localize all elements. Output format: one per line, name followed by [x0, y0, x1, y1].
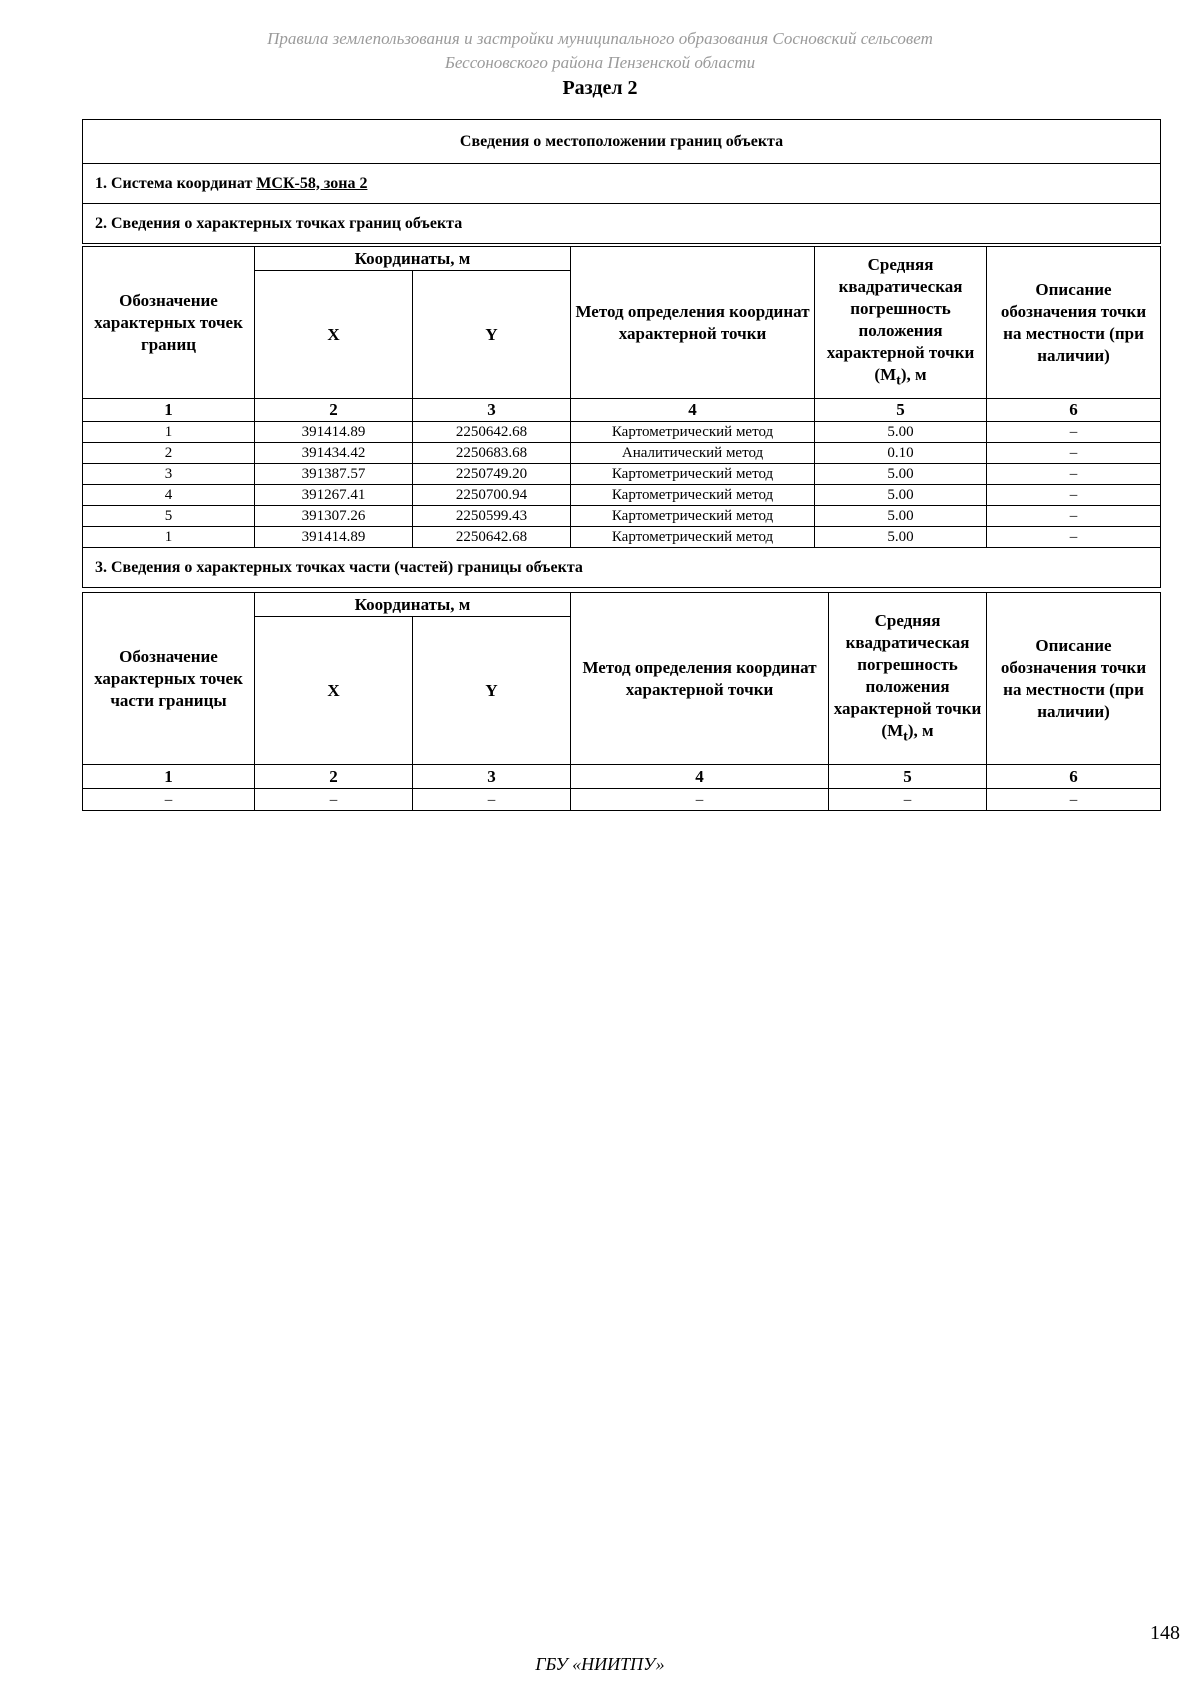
col-num-5: 5	[829, 765, 987, 789]
point-y: 2250642.68	[413, 422, 571, 443]
col-num-4: 4	[571, 399, 815, 422]
table-row	[83, 789, 1161, 811]
header-error: Средняя квадратическая погрешность положения характерной точки $(M_t)$, м	[815, 247, 987, 399]
point-description: –	[987, 464, 1161, 485]
point-y: 2250683.68	[413, 443, 571, 464]
point-error: 5.00	[815, 506, 987, 527]
coord-system-label: 1. Система координат	[95, 174, 257, 192]
point-error: 5.00	[815, 527, 987, 548]
header-error: Средняя квадратическая погрешность положения характерной точки $(M_t)$, м	[829, 593, 987, 765]
part-point-y: –	[413, 789, 571, 811]
table-row	[83, 422, 1161, 443]
header-coordinates: Координаты, м	[255, 247, 571, 271]
point-error: 5.00	[815, 422, 987, 443]
point-x: 391414.89	[255, 527, 413, 548]
col-num-3: 3	[413, 399, 571, 422]
section-title: Раздел 2	[562, 77, 638, 99]
part-point-x: –	[255, 789, 413, 811]
part-point-method: –	[571, 789, 829, 811]
table-row	[83, 485, 1161, 506]
table-row	[83, 464, 1161, 485]
col-num-2: 2	[255, 765, 413, 789]
header-x: X	[255, 617, 413, 765]
col-num-5: 5	[815, 399, 987, 422]
point-id: 4	[83, 485, 255, 506]
boundary-info-table	[82, 119, 1161, 244]
column-number-row	[83, 765, 1161, 789]
point-x: 391387.57	[255, 464, 413, 485]
page-number: 148	[1150, 1622, 1180, 1644]
point-x: 391307.26	[255, 506, 413, 527]
point-y: 2250749.20	[413, 464, 571, 485]
point-id: 1	[83, 527, 255, 548]
point-method: Картометрический метод	[571, 527, 815, 548]
document-header-line1: Правила землепользования и застройки муниципального образования Сосновский сельсовет	[267, 29, 933, 48]
point-x: 391267.41	[255, 485, 413, 506]
part-point-description: –	[987, 789, 1161, 811]
table-row	[83, 506, 1161, 527]
header-designation: Обозначение характерных точек границ	[83, 247, 255, 399]
col-num-3: 3	[413, 765, 571, 789]
header-method: Метод определения координат характерной точки	[571, 593, 829, 765]
boundary-points-table	[82, 246, 1161, 588]
point-x: 391434.42	[255, 443, 413, 464]
header-y: Y	[413, 617, 571, 765]
point-method: Картометрический метод	[571, 422, 815, 443]
boundary-parts-table	[82, 592, 1161, 811]
col-num-6: 6	[987, 399, 1161, 422]
col-num-1: 1	[83, 399, 255, 422]
point-id: 5	[83, 506, 255, 527]
parts-section-title: 3. Сведения о характерных точках части (частей) границы объекта	[83, 548, 1161, 588]
header-method: Метод определения координат характерной точки	[571, 247, 815, 399]
point-method: Картометрический метод	[571, 464, 815, 485]
block-title: Сведения о местоположении границ объекта	[83, 120, 1161, 164]
point-id: 1	[83, 422, 255, 443]
points-section-title: 2. Сведения о характерных точках границ объекта	[83, 204, 1161, 244]
header-description: Описание обозначения точки на местности (при наличии)	[987, 593, 1161, 765]
point-method: Картометрический метод	[571, 506, 815, 527]
column-number-row	[83, 399, 1161, 422]
point-y: 2250599.43	[413, 506, 571, 527]
point-method: Аналитический метод	[571, 443, 815, 464]
point-y: 2250700.94	[413, 485, 571, 506]
table-row	[83, 443, 1161, 464]
part-point-id: –	[83, 789, 255, 811]
header-x: X	[255, 271, 413, 399]
point-y: 2250642.68	[413, 527, 571, 548]
point-id: 2	[83, 443, 255, 464]
col-num-2: 2	[255, 399, 413, 422]
document-header-line2: Бессоновского района Пензенской области	[444, 53, 756, 72]
document-footer: ГБУ «НИИТПУ»	[535, 1654, 665, 1674]
col-num-4: 4	[571, 765, 829, 789]
point-description: –	[987, 443, 1161, 464]
point-method: Картометрический метод	[571, 485, 815, 506]
point-description: –	[987, 422, 1161, 443]
point-id: 3	[83, 464, 255, 485]
point-description: –	[987, 506, 1161, 527]
header-coordinates: Координаты, м	[255, 593, 571, 617]
header-description: Описание обозначения точки на местности (при наличии)	[987, 247, 1161, 399]
point-description: –	[987, 527, 1161, 548]
header-y: Y	[413, 271, 571, 399]
point-error: 0.10	[815, 443, 987, 464]
point-error: 5.00	[815, 464, 987, 485]
part-point-error: –	[829, 789, 987, 811]
point-x: 391414.89	[255, 422, 413, 443]
table-row	[83, 527, 1161, 548]
coord-system-value: МСК-58, зона 2	[256, 174, 368, 192]
header-designation: Обозначение характерных точек части границы	[83, 593, 255, 765]
point-error: 5.00	[815, 485, 987, 506]
col-num-1: 1	[83, 765, 255, 789]
col-num-6: 6	[987, 765, 1161, 789]
point-description: –	[987, 485, 1161, 506]
coord-system-row	[83, 164, 1161, 204]
